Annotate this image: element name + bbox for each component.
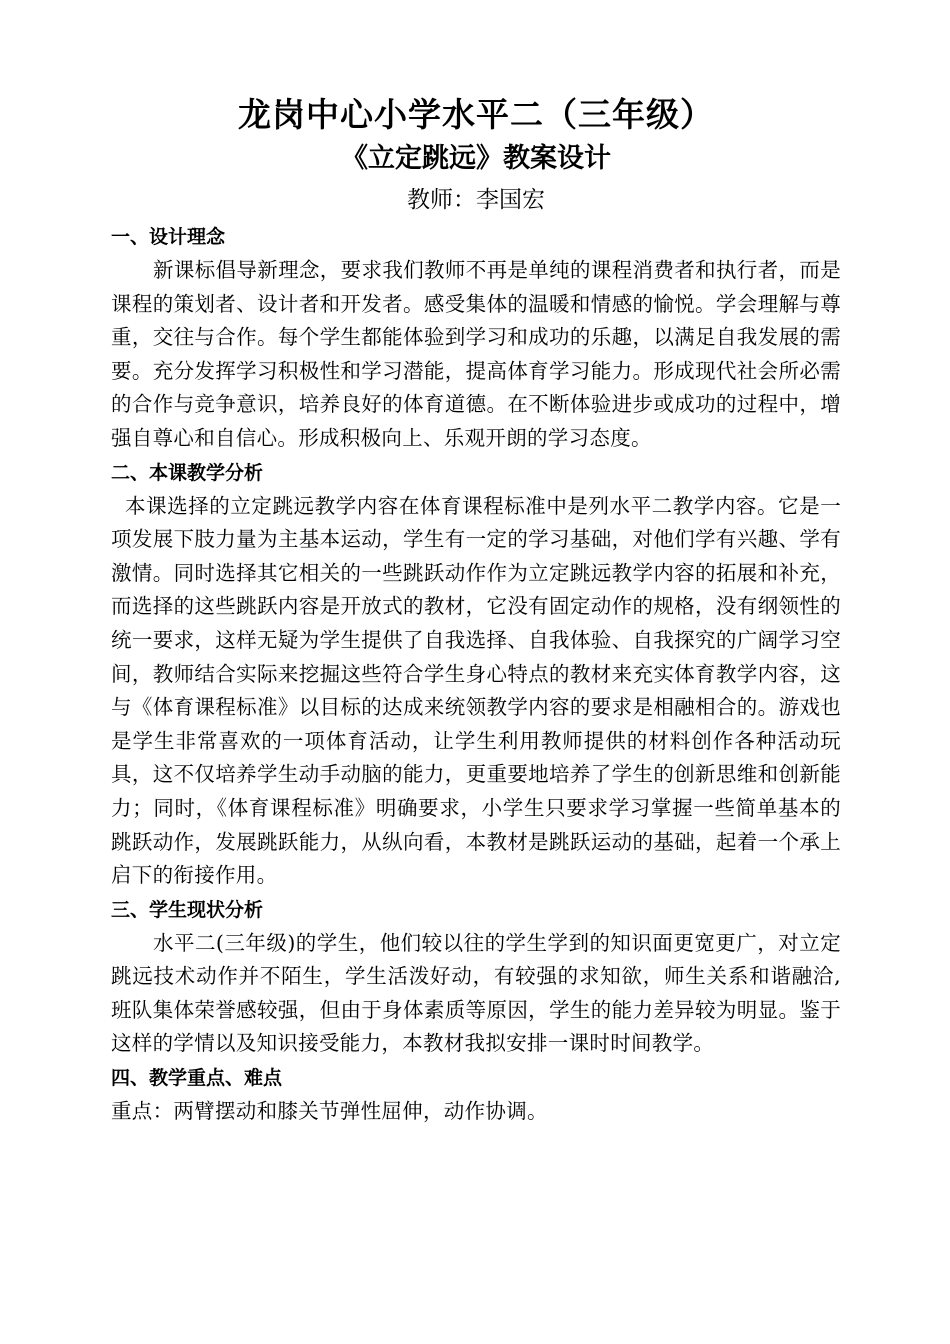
section-lesson-analysis (111, 456, 841, 893)
section-heading: 二、本课教学分析 (111, 461, 264, 484)
section-heading: 一、设计理念 (111, 226, 226, 248)
section-heading: 三、学生现状分析 (111, 898, 264, 921)
section-key-points (111, 1061, 841, 1129)
section-paragraph: 新课标倡导新理念，要求我们教师不再是单纯的课程消费者和执行者，而是课程的策划者、设计者和开发者。感受集体的温暖和情感的愉悦。学会理解与尊重，交往与合作。每个学生都能体验到学习和成功的乐趣，以满足自我发展的需要。充分发挥学习积极性和学习潜能，提高体育学习能力。形成现代社会所必需的合作与竞争意识，培养良好的体育道德。在不断体验进步或成功的过程中，增强自尊心和自信心。形成积极向上、乐观开朗的学习态度。 (111, 258, 841, 450)
section-paragraph: 重点：两臂摆动和膝关节弹性屈伸，动作协调。 (111, 1099, 548, 1124)
section-paragraph: 本课选择的立定跳远教学内容在体育课程标准中是列水平二教学内容。它是一项发展下肢力量为主基本运动，学生有一定的学习基础，对他们学有兴趣、学有激情。同时选择其它相关的一些跳跃动作作为立定跳远教学内容的拓展和补充，而选择的这些跳跃内容是开放式的教材，它没有固定动作的规格，没有纲领性的统一要求，这样无疑为学生提供了自我选择、自我体验、自我探究的广阔学习空间，教师结合实际来挖掘这些符合学生身心特点的教材来充实体育教学内容，这与《体育课程标准》以目标的达成来统领教学内容的要求是相融相合的。游戏也是学生非常喜欢的一项体育活动，让学生利用教师提供的材料创作各种活动玩具，这不仅培养学生动手动脑的能力，更重要地培养了学生的创新思维和创新能力；同时，《体育课程标准》明确要求，小学生只要求学习掌握一些简单基本的跳跃动作，发展跳跃能力，从纵向看，本教材是跳跃运动的基础，起着一个承上启下的衔接作用。 (111, 493, 841, 888)
section-student-analysis (111, 893, 841, 1061)
section-design-concept (111, 220, 841, 456)
section-heading: 四、教学重点、难点 (111, 1067, 283, 1090)
document-subtitle: 《立定跳远》教案设计 (341, 143, 611, 174)
document-title: 龙岗中心小学水平二（三年级） (238, 95, 714, 134)
section-paragraph: 水平二(三年级)的学生，他们较以往的学生学到的知识面更宽更广，对立定跳远技术动作并不陌生，学生活泼好动，有较强的求知欲，师生关系和谐融洽,班队集体荣誉感较强，但由于身体素质等原因，学生的能力差异较为明显。鉴于这样的学情以及知识接受能力，本教材我拟安排一课时时间教学。 (111, 930, 841, 1056)
teacher-line: 教师：李国宏 (407, 187, 545, 213)
document-page (111, 92, 841, 1129)
